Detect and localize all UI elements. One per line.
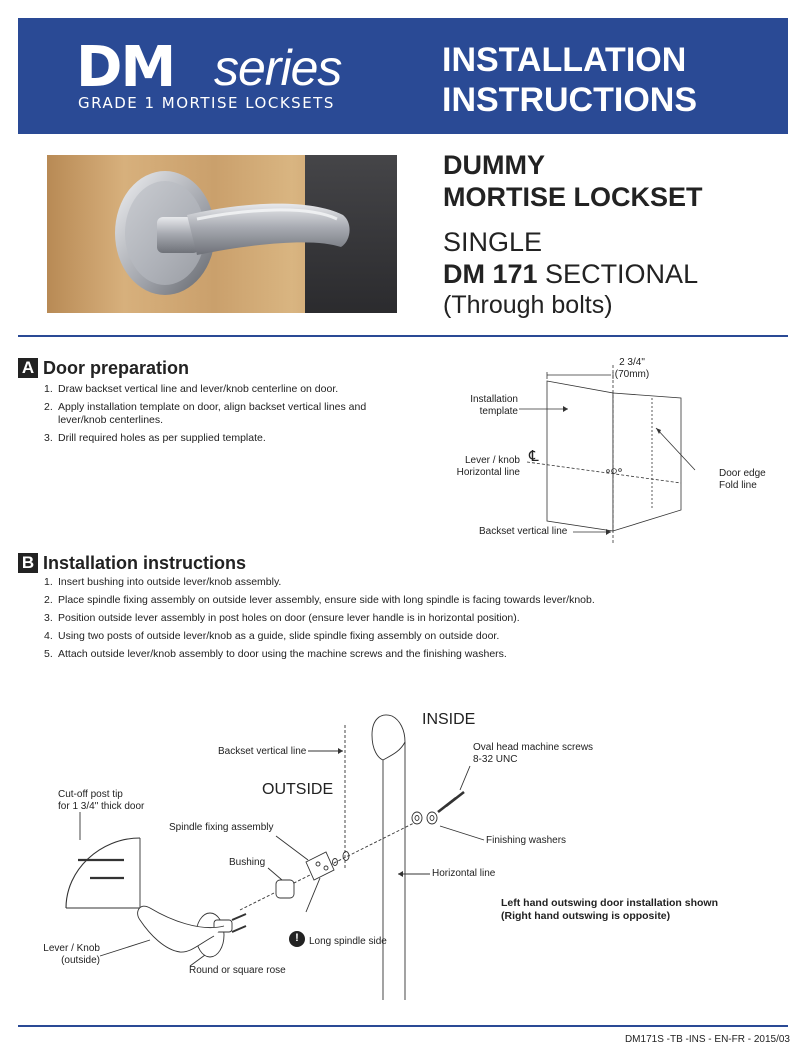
dimension-label: 2 3/4" (70mm)	[614, 357, 650, 380]
door-edge-right	[372, 715, 405, 1000]
cutoff-post-label: Cut-off post tip for 1 3/4" thick door	[58, 789, 145, 812]
cutoff-inset-arc	[66, 838, 140, 908]
section-b-badge: B	[18, 553, 38, 573]
product-name-line2: MORTISE LOCKSET	[443, 182, 703, 212]
divider-bottom	[18, 1025, 788, 1027]
step-item: 3. Drill required holes as per supplied template.	[44, 432, 266, 444]
centerline-symbol: ℄	[529, 448, 539, 465]
bushing-label: Bushing	[229, 857, 266, 868]
horizontal-line-label: Horizontal line	[432, 868, 496, 879]
product-name-line1: DUMMY	[443, 150, 545, 180]
step-item: 4. Using two posts of outside lever/knob as a guide, slide spindle fixing assembly on outside door.	[44, 630, 500, 642]
step-item: 5. Attach outside lever/knob assembly to door using the machine screws and the finishing washers.	[44, 648, 507, 660]
product-variant: (Through bolts)	[443, 291, 613, 319]
step-item: 3. Position outside lever assembly in post holes on door (ensure lever handle is in horizontal position).	[44, 612, 520, 624]
warning-symbol: !	[295, 932, 299, 944]
outside-label: OUTSIDE	[262, 781, 334, 798]
installation-template-label: Installation template	[470, 394, 518, 417]
bushing-part	[276, 880, 294, 898]
door-edge-left	[372, 735, 383, 1000]
product-type: SINGLE	[443, 227, 543, 257]
finishing-washer-2	[427, 812, 437, 824]
product-model-number: DM 171	[443, 259, 538, 289]
inside-label: INSIDE	[422, 711, 476, 728]
installation-note: Left hand outswing door installation shown (Right hand outswing is opposite)	[501, 897, 718, 922]
product-model-suffix: SECTIONAL	[537, 259, 699, 289]
step-item: 2. Apply installation template on door, align backset vertical lines and lever/knob centerlines.	[44, 401, 367, 426]
brand-series: series	[214, 40, 342, 96]
section-a-badge: A	[18, 358, 38, 378]
lever-knob-outside-label: Lever / Knob (outside)	[43, 943, 100, 966]
backset-line-label: Backset vertical line	[218, 746, 307, 757]
spindle-fixing-part	[306, 852, 334, 880]
section-a-title: Door preparation	[43, 358, 190, 378]
backset-vertical-label: Backset vertical line	[479, 526, 568, 537]
step-item: 1. Insert bushing into outside lever/knob assembly.	[44, 576, 282, 588]
machine-screw-2	[438, 798, 456, 812]
door-edge-label: Door edge Fold line	[719, 468, 766, 491]
rose-label: Round or square rose	[189, 965, 286, 976]
section-b-title: Installation instructions	[43, 553, 247, 573]
step-item: 1. Draw backset vertical line and lever/knob centerline on door.	[44, 383, 339, 395]
finishing-washers-label: Finishing washers	[486, 835, 567, 846]
step-item: 2. Place spindle fixing assembly on outside lever assembly, ensure side with long spindle is facing towards lever/knob.	[44, 594, 595, 606]
long-spindle-label: Long spindle side	[309, 936, 387, 947]
lever-knob-horizontal-label: Lever / knob Horizontal line	[456, 455, 520, 478]
spindle-fixing-label: Spindle fixing assembly	[169, 822, 274, 833]
document-title-line2: INSTRUCTIONS	[442, 81, 697, 119]
machine-screws-label: Oval head machine screws 8-32 UNC	[473, 742, 594, 765]
finishing-washer-1	[412, 812, 422, 824]
brand-logo: DM	[76, 35, 175, 100]
document-code: DM171S -TB -INS - EN-FR - 2015/03	[624, 1034, 790, 1045]
document-title-line1: INSTALLATION	[442, 41, 687, 79]
brand-subtitle: GRADE 1 MORTISE LOCKSETS	[78, 94, 335, 112]
